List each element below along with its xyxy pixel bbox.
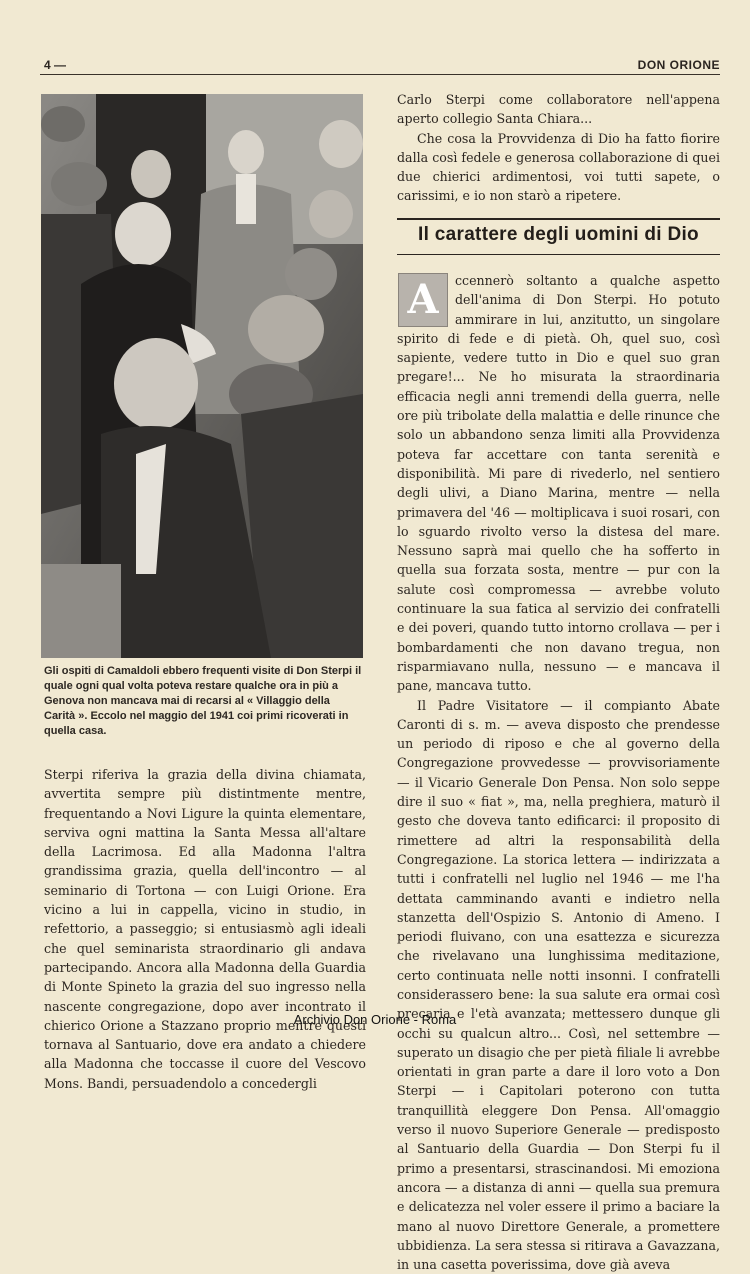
section-rule-bottom [397, 254, 720, 255]
photo-caption: Gli ospiti di Camaldoli ebbero frequenti visite di Don Sterpi il quale ogni qual volta poteva restare qualche ora in più a Genova non mancava mai di recarsi al « Villaggio della Carità ». Eccolo nel maggio del 1941 coi primi ricoverati in quella casa. [44, 665, 362, 737]
intro-paragraph-1: Carlo Sterpi come collaboratore nell'appena aperto collegio Santa Chiara... [397, 92, 720, 127]
intro-paragraph-2: Che cosa la Provvidenza di Dio ha fatto fiorire dalla così fedele e generosa collaborazione di quei due chierici ardimentosi, voi tutti sapete, o carissimi, e io non starò a ripetere. [397, 130, 720, 204]
right-column-body [397, 271, 720, 1274]
body-paragraph-2: Il Padre Visitatore — il compianto Abate Caronti di s. m. — aveva disposto che prendesse un periodo di riposo e che al governo della Congregazione provvedesse — provvisoriamente — il Vicario Generale Don Pensa. Non solo seppe dire il suo « fiat », ma, nella preghiera, maturò il gesto che doveva tanto edificarci: il proposito di rimettere ad altri la responsabilità della Congregazione. La storica lettera — indirizzata a tutti i confratelli nel luglio nel 1946 — me l'ha dettata camminando avanti e indietro nella stanzetta dell'Ospizio S. Antonio di Ameno. I periodi fluivano, con una esattezza e sicurezza che rivelavano una lunghissima meditazione, certo continuata nelle notti insonni. I confratelli considerassero bene: la sua salute era ormai così precaria e l'età avanzata; mettessero dunque gli occhi su qualcun altro... Così, nel settembre — superato un disagio che per pietà filiale li avrebbe orientati in gran parte a dare il loro voto a Don Sterpi — i Capitolari poterono con tutta tranquillità eleggere Don Pensa. All'omaggio verso il nuovo Superiore Generale — predisposto al Santuario della Guardia — Don Sterpi fu il primo a presentarsi, strascinandosi. Mi emoziona ancora — a distanza di anni — quella sua premura e delicatezza nel voler essere il primo a baciare la mano al nuovo Direttore Generale, a promettere ubbidienza. La sera stessa si ritirava a Gavazzana, in una casetta poverissima, dove già aveva [397, 697, 720, 1273]
body-paragraph-1: ccennerò soltanto a qualche aspetto dell'anima di Don Sterpi. Ho potuto ammirare in lui, anzitutto, un singolare spirito di fede e di pietà. Oh, quel suo, così sapiente, vedere tutto in Dio e quel suo gran pregare!... Ne ho misurata la straordinaria efficacia negli anni tremendi della guerra, nelle ore più tribolate della malattia e delle rinunce che solo un abbandono senza limiti alla Provvidenza poteva far accettare con tanta serenità e disponibilità. Mi pare di rivederlo, nel sentiero degli ulivi, a Diano Marina, mentre — nella primavera del '46 — moltiplicava i suoi rosari, con lo sguardo rivolto verso la distesa del mare. Nessuno saprà mai quello che ha sofferto in quella sua forzata sosta, mentre — pur con la salute così compromessa — avrebbe voluto continuare la sua fatica al servizio dei confratelli e dei poveri, quando tutto intorno crollava — per i bombardamenti che non davano tregua, non risparmiavano nulla, nessuno — e mancava il pane, mancava tutto. [397, 273, 720, 694]
section-rule-top [397, 218, 720, 220]
header-rule [40, 74, 720, 75]
photo-image [41, 94, 363, 658]
page-number: 4 — [44, 58, 67, 72]
photograph [41, 94, 363, 658]
left-column [44, 765, 366, 1093]
left-column-text: Sterpi riferiva la grazia della divina chiamata, avvertita sempre più distintmente mentre, frequentando a Novi Ligure la quinta elementare, serviva ogni mattina la Santa Messa all'altare della Lacrimosa. Ed alla Madonna l'altra grandissima grazia, quella dell'incontro — al seminario di Tortona — con Luigi Orione. Era vicino a lui in cappella, vicino in studio, in refettorio, a passeggio; si entusiasmò agli ideali che quel seminarista straordinario gli andava partecipando. Ancora alla Madonna della Guardia di Monte Spineto la grazia del suo ingresso nella nascente congregazione, dopo aver incontrato il chierico Orione a Stazzano proprio mentre questi tornava al Santuario, dove era andato a chiedere alla Madonna che toccasse il cuore del Vescovo Mons. Bandi, persuadendolo a concedergli [44, 767, 366, 1091]
drop-cap-spacer [397, 271, 455, 327]
running-head: DON ORIONE [637, 58, 720, 72]
archive-footer: Archivio Don Orione - Roma [293, 1012, 457, 1027]
drop-cap-letter: A [407, 276, 439, 323]
right-column-intro [397, 90, 720, 206]
section-title: Il carattere degli uomini di Dio [418, 224, 699, 245]
